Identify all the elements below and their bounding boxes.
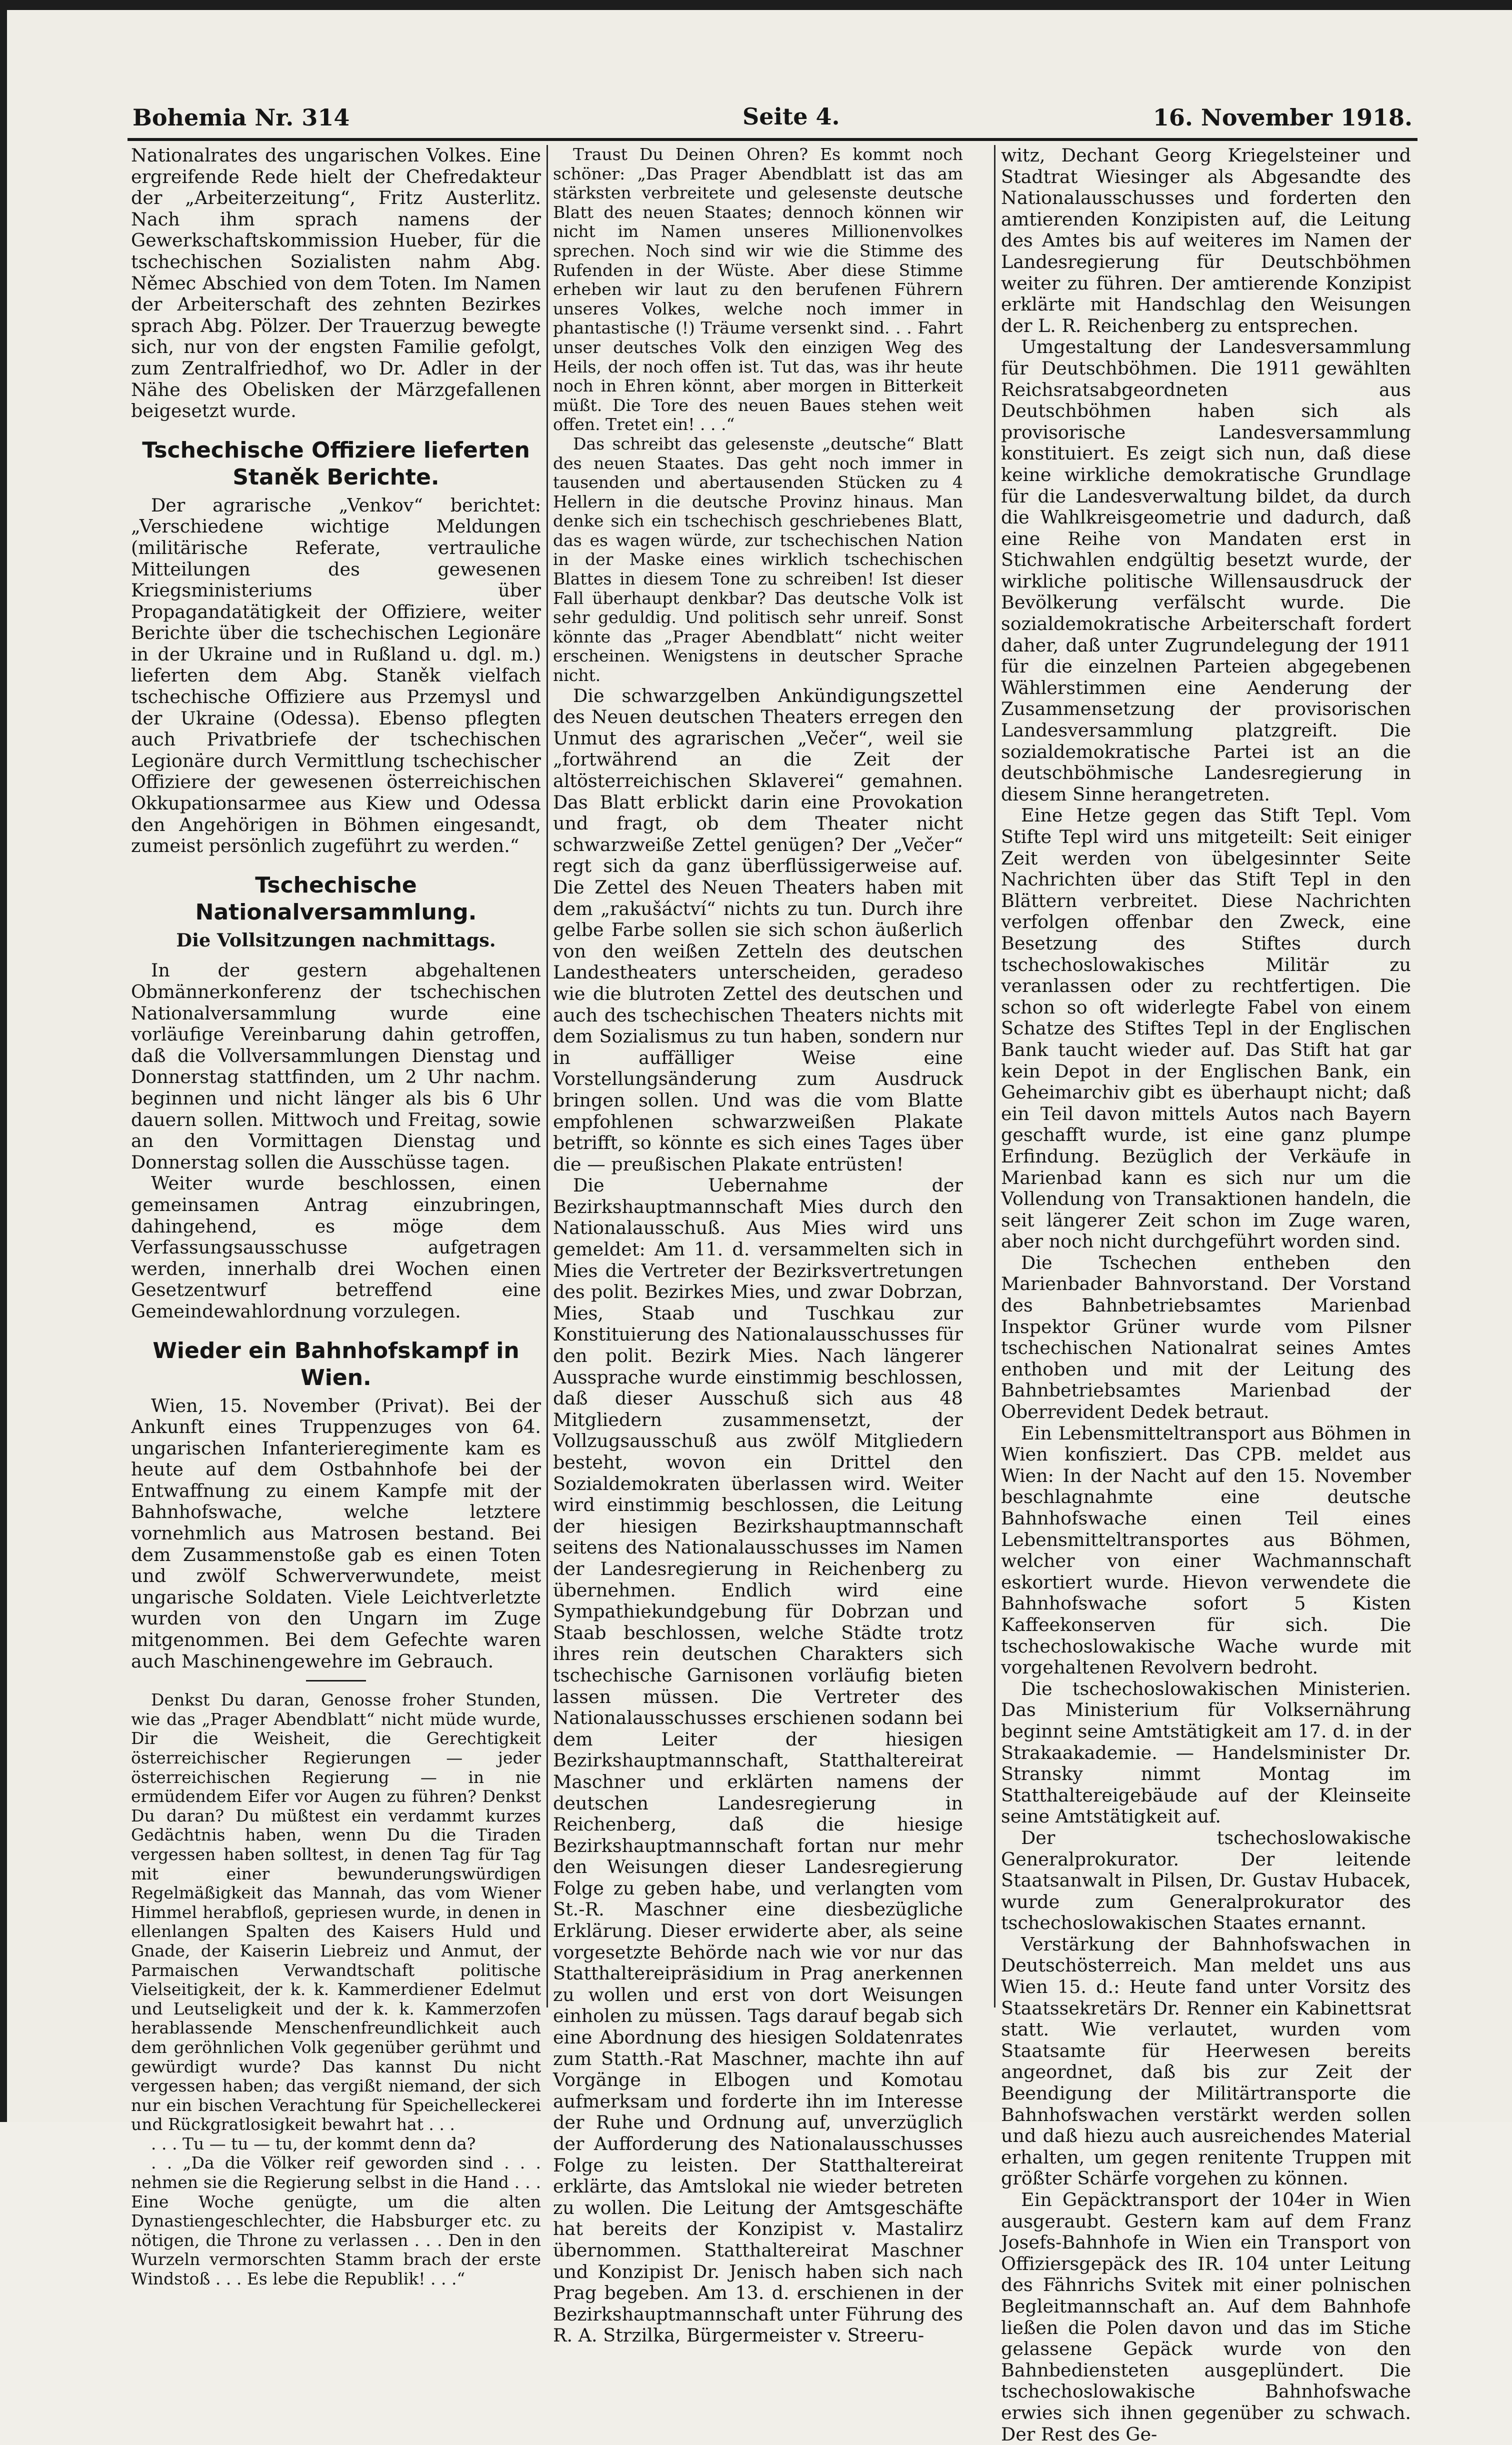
article-marienbader-bahnvorstand: Die Tschechen entheben den Marienbader Bahnvorstand. Der Vorstand des Bahnbetriebsamtes Marienbad Inspektor Grüner wurde vom Pilsner tschechischen Nationalrat seines Amtes enthoben und mit der Leitung des Bahnbetriebsamtes Marienbad der Oberrevident Dedek betraut.: [1001, 1252, 1411, 1423]
article-mies-continued: witz, Dechant Georg Kriegelsteiner und Stadtrat Wiesinger als Abgesandte des Nationalausschusses und forderten den amtierenden Konzipisten auf, die Leitung des Amtes bis auf weiteres im Namen der Landesregierung für Deutschböhmen weiter zu führen. Der amtierende Konzipist erklärte mit Handschlag den Weisungen der L. R. Reichenberg zu entsprechen.: [1001, 144, 1411, 336]
column-3: [1001, 144, 1411, 2445]
article-nationalversammlung-1: In der gestern abgehaltenen Obmännerkonferenz der tschechischen Nationalversammlung wurde eine vorläufige Vereinbarung dahin getroffen, daß die Vollversammlungen Dienstag und Donnerstag stattfinden, um 2 Uhr nachm. beginnen und nicht länger als bis 6 Uhr dauern sollen. Mittwoch und Freitag, sowie an den Vormittagen Dienstag und Donnerstag sollen die Ausschüsse tagen.: [131, 960, 541, 1173]
article-ankuendigungszettel: Die schwarzgelben Ankündigungszettel des Neuen deutschen Theaters erregen den Unmut des agrarischen „Večer“, weil sie „fortwährend an die Zeit der altösterreichischen Sklaverei“ gemahnen. Das Blatt erblickt darin eine Provokation und fragt, ob dem Theater nicht schwarzweiße Zettel genügen? Der „Večer“ regt sich da ganz überflüssigerweise auf. Die Zettel des Neuen Theaters haben mit dem „rakušáctví“ nichts zu tun. Durch ihre gelbe Farbe sollen sie sich schon äußerlich von den weißen Zetteln des deutschen Landestheaters unterscheiden, geradeso wie die blutroten Zettel des deutschen und auch des tschechischen Theaters nichts mit dem Sozialismus zu tun haben, sondern nur in auffälliger Weise eine Vorstellungsänderung zum Ausdruck bringen sollen. Und was die vom Blatte empfohlenen schwarzweißen Plakate betrifft, so könnte es sich eines Tages über die — preußischen Plakate entrüsten!: [553, 684, 963, 1175]
article-ministerien: Die tschechoslowakischen Ministerien. Das Ministerium für Volksernährung beginnt seine Amtstätigkeit am 17. d. in der Strakaakademie. — Handelsminister Dr. Stransky nimmt Montag im Statthaltereigebäude auf der Kleinseite seine Amtstätigkeit auf.: [1001, 1678, 1411, 1828]
header-rule: [128, 138, 1418, 141]
subheadline-vollsitzungen: Die Vollsitzungen nachmittags.: [176, 929, 496, 951]
issue-date: 16. November 1918.: [1152, 104, 1412, 131]
column-2: [553, 144, 963, 2346]
column-1: [131, 144, 541, 2289]
page-header: [128, 98, 1428, 138]
article-lebensmitteltransport: Ein Lebensmitteltransport aus Böhmen in Wien konfisziert. Das CPB. meldet aus Wien: In der Nacht auf den 15. November beschlagnahmte eine deutsche Bahnhofswache einen Teil eines Lebensmitteltransportes aus Böhmen, welcher von einer Wachmannschaft eskortiert wurde. Hievon verwendete die Bahnhofswache sofort 5 Kisten Kaffeekonserven für sich. Die tschechoslowakische Wache wurde mit vorgehaltenen Revolvern bedroht.: [1001, 1422, 1411, 1678]
headline-offiziere: Tschechische Offiziere lieferten Staněk Berichte.: [142, 437, 530, 490]
article-abendblatt: Das schreibt das gelesenste „deutsche“ Blatt des neuen Staates. Das geht noch immer in tausenden und abertausenden Stücken zu 4 Hellern in die deutsche Provinz hinaus. Man denke sich ein tschechisch geschriebenes Blatt, das es wagen würde, zur tschechischen Nation in der Maske eines wirklich tschechischen Blattes in diesem Tone zu schreiben! Ist dieser Fall überhaupt denkbar? Das deutsche Volk ist sehr geduldig. Und politisch sehr unreif. Sonst könnte das „Prager Abendblatt“ nicht weiter erscheinen. Wenigstens in deutscher Sprache nicht.: [553, 434, 963, 686]
scan-border-left: [0, 0, 7, 2122]
article-denkst-du-daran: Denkst Du daran, Genosse froher Stunden, wie das „Prager Abendblatt“ nicht müde wurde, Dir die Weisheit, die Gerechtigkeit österreichischer Regierungen — jeder österreichischen Regierung — in nie ermüdendem Eifer vor Augen zu führen? Denkst Du daran? Du müßtest ein verdammt kurzes Gedächtnis haben, wenn Du die Tiraden vergessen haben solltest, in denen Tag für Tag mit einer bewunderungswürdigen Regelmäßigkeit das Mannah, das vom Wiener Himmel herabfloß, gepriesen wurde, in denen in ellenlangen Spalten des Kaisers Huld und Gnade, der Kaiserin Liebreiz und Anmut, der Parmaischen Verwandtschaft politische Vielseitigkeit, der k. k. Kammerdiener Edelmut und Leutseligkeit und der k. k. Kammerzofen herablassende Menschenfreundlichkeit auch dem geröhnlichen Volk gegenüber gerühmt und gewürdigt wurde? Das kannst Du nicht vergessen haben; das vergißt niemand, der sich nur ein bischen Verachtung für Speichelleckerei und Rückgratlosigkeit bewahrt hat . . .: [131, 1690, 541, 2134]
page-number: Seite 4.: [742, 103, 840, 130]
article-nationalversammlung-2: Weiter wurde beschlossen, einen gemeinsamen Antrag einzubringen, dahingehend, es möge dem Verfassungsausschusse aufgetragen werden, innerhalb drei Wochen einen Gesetzentwurf betreffend eine Gemeindewahlordnung vorzulegen.: [131, 1172, 541, 1322]
scan-border-top: [0, 0, 1512, 10]
headline-bahnhofskampf: Wieder ein Bahnhofskampf in Wien.: [152, 1338, 520, 1390]
article-gepaecktransport: Ein Gepäcktransport der 104er in Wien ausgeraubt. Gestern kam auf dem Franz Josefs-Bahnhofe in Wien ein Transport von Offiziersgepäck des IR. 104 unter Leitung des Fähnrichs Svitek mit einer polnischen Begleitmannschaft an. Auf dem Bahnhofe ließen die Polen davon und das im Stiche gelassene Gepäck wurde von den Bahnbediensteten ausgeplündert. Die tschechoslowakische Bahnhofswache erwies sich ihnen gegenüber zu schwach. Der Rest des Ge-: [1001, 2189, 1411, 2445]
article-bezirkshauptmannschaft-mies: Die Uebernahme der Bezirkshauptmannschaft Mies durch den Nationalausschuß. Aus Mies wird uns gemeldet: Am 11. d. versammelten sich in Mies die Vertreter der Bezirksvertretungen des polit. Bezirkes Mies, und zwar Dobrzan, Mies, Staab und Tuschkau zur Konstituierung des Nationalausschusses für den polit. Bezirk Mies. Nach längerer Aussprache wurde einstimmig beschlossen, daß dieser Ausschuß sich aus 48 Mitgliedern zusammensetzt, der Vollzugsausschuß aus zwölf Mitgliedern besteht, wovon ein Drittel den Sozialdemokraten überlassen wird. Weiter wird einstimmig beschlossen, die Leitung der hiesigen Bezirkshauptmannschaft seitens des Nationalausschusses im Namen der Landesregierung in Reichenberg zu übernehmen. Endlich wird eine Sympathiekundgebung für Dobrzan und Staab beschlossen, welche Städte trotz ihres rein deutschen Charakters sich tschechische Garnisonen vorläufig bieten lassen müssen. Die Vertreter des Nationalausschusses erschienen sodann bei dem Leiter der hiesigen Bezirkshauptmannschaft, Statthaltereirat Maschner und erklärten namens der deutschen Landesregierung in Reichenberg, daß die hiesige Bezirkshauptmannschaft fortan nur mehr den Weisungen dieser Landesregierung Folge zu geben habe, und verlangten vom St.-R. Maschner eine diesbezügliche Erklärung. Dieser erwiderte aber, als seine vorgesetzte Behörde nach wie vor nur das Statthaltereipräsidium in Prag anerkennen zu wollen und erst von dort Weisungen einholen zu müssen. Tags darauf begab sich eine Abordnung des hiesigen Soldatenrates zum Statth.-Rat Maschner, machte ihn auf Vorgänge in Elbogen und Komotau aufmerksam und forderte ihn im Interesse der Ruhe und Ordnung auf, unverzüglich der Aufforderung des Nationalausschusses Folge zu leisten. Der Statthaltereirat erklärte, das Amtslokal nie wieder betreten zu wollen. Die Leitung der Amtsgeschäfte hat bereits der Konzipist v. Mastalirz übernommen. Statthaltereirat Maschner und Konzipist Dr. Jenisch haben sich nach Prag begeben. Am 13. d. erschienen in der Bezirkshauptmannschaft unter Führung des R. A. Strzilka, Bürgermeister v. Streeru-: [553, 1174, 963, 2346]
article-stift-tepl: Eine Hetze gegen das Stift Tepl. Vom Stifte Tepl wird uns mitgeteilt: Seit einiger Zeit werden von übelgesinnter Seite Nachrichten über das Stift Tepl in den Blättern verbreitet. Diese Nachrichten verfolgen offenbar den Zweck, eine Besetzung des Stiftes durch tschechoslowakisches Militär zu veranlassen oder zu rechtfertigen. Die schon so oft widerlegte Fabel von einem Schatze des Stiftes Tepl in der Englischen Bank taucht wieder auf. Das Stift hat gar kein Depot in der Englischen Bank, ein Geheimarchiv gibt es überhaupt nicht; daß ein Teil davon mittels Autos nach Bayern geschafft wurde, ist eine ganz plumpe Erfindung. Bezüglich der Verkäufe in Marienbad kann es sich nur um die Vollendung von Transaktionen handeln, die seit längerer Zeit schon im Zuge waren, aber noch nicht durchgeführt worden sind.: [1001, 804, 1411, 1252]
masthead-issue: Bohemia Nr. 314: [132, 104, 350, 131]
article-denkst-du-daran-3: . . „Da die Völker reif geworden sind . . . nehmen sie die Regierung selbst in die Hand . . . Eine Woche genügte, um die alten Dynastiengeschlechter, die Habsburger etc. zu nötigen, die Throne zu verlassen . . . Den in den Wurzeln vermorschten Stamm brach der erste Windstoß . . . Es lebe die Republik! . . .“: [131, 2153, 541, 2289]
column-divider-1: [546, 145, 548, 2008]
headline-nationalversammlung: Tschechische Nationalversammlung.: [195, 872, 477, 925]
article-bahnhofskampf: Wien, 15. November (Privat). Bei der Ankunft eines Truppenzuges von 64. ungarischen Infanterieregimente kam es heute auf dem Ostbahnhofe bei der Entwaffnung zu einem Kampfe mit der Bahnhofswache, welche letztere vornehmlich aus Matrosen bestand. Bei dem Zusammenstoße gab es einen Toten und zwölf Schwerverwundete, meist ungarische Soldaten. Viele Leichtverletzte wurden von den Ungarn im Zuge mitgenommen. Bei dem Gefechte waren auch Maschinengewehre im Gebrauch.: [131, 1394, 541, 1672]
column-divider-2: [994, 145, 996, 2008]
article-offiziere: Der agrarische „Venkov“ berichtet: „Verschiedene wichtige Meldungen (militärische Referate, vertrauliche Mitteilungen des gewesenen Kriegsministeriums über Propagandatätigkeit der Offiziere, weiter Berichte über die tschechischen Legionäre in der Ukraine und in Rußland u. dgl. m.) lieferten dem Abg. Staněk vielfach tschechische Offiziere aus Przemysl und der Ukraine (Odessa). Ebenso pflegten auch Privatbriefe der tschechischen Legionäre durch Vermittlung tschechischer Offiziere der gewesenen österreichischen Okkupationsarmee aus Kiew und Odessa den Angehörigen in Böhmen eingesandt, zumeist persönlich zugeführt zu werden.“: [131, 494, 541, 857]
article-adler-funeral-end: Nationalrates des ungarischen Volkes. Eine ergreifende Rede hielt der Chefredakteur der „Arbeiterzeitung“, Fritz Austerlitz. Nach ihm sprach namens der Gewerkschaftskommission Hueber, für die tschechischen Sozialisten nahm Abg. Němec Abschied von dem Toten. Im Namen der Arbeiterschaft des zehnten Bezirkes sprach Abg. Pölzer. Der Trauerzug bewegte sich, nur von der engsten Familie gefolgt, zum Zentralfriedhof, wo Dr. Adler in der Nähe des Obelisken der Märzgefallenen beigesetzt wurde.: [131, 144, 541, 422]
article-landesversammlung: Umgestaltung der Landesversammlung für Deutschböhmen. Die 1911 gewählten Reichsratsabgeordneten aus Deutschböhmen haben sich als provisorische Landesversammlung konstituiert. Es zeigt sich nun, daß diese keine wirkliche demokratische Grundlage für die Landesverwaltung bildet, da durch die Wahlkreisgeometrie und dadurch, daß eine Reihe von Mandaten erst in Stichwahlen endgültig besetzt wurde, der wirkliche politische Willensausdruck der Bevölkerung verfälscht wurde. Die sozialdemokratische Arbeiterschaft fordert daher, daß unter Zugrundelegung der 1911 für die einzelnen Parteien abgegebenen Wählerstimmen eine Aenderung der Zusammensetzung der provisorischen Landesversammlung platzgreift. Die sozialdemokratische Partei ist an die deutschböhmische Landesregierung in diesem Sinne herangetreten.: [1001, 336, 1411, 805]
section-separator: [306, 1680, 366, 1682]
article-bahnhofswachen: Verstärkung der Bahnhofswachen in Deutschösterreich. Man meldet uns aus Wien 15. d.: Heute fand unter Vorsitz des Staatssekretärs Dr. Renner ein Kabinettsrat statt. Wie verlautet, wurden vom Staatsamte für Heerwesen bereits angeordnet, daß bis zur Zeit der Beendigung der Militärtransporte die Bahnhofswachen verstärkt werden sollen und daß hiezu auch ausreichendes Material erhalten, um gegen renitente Truppen mit größter Schärfe vorgehen zu können.: [1001, 1933, 1411, 2190]
article-traust-du: Traust Du Deinen Ohren? Es kommt noch schöner: „Das Prager Abendblatt ist das am stärksten verbreitete und gelesenste deutsche Blatt des neuen Staates; dennoch können wir nicht im Namen unseres Millionenvolkes sprechen. Noch sind wir wie die Stimme des Rufenden in der Wüste. Aber diese Stimme erheben wir laut zu den berufenen Führern unseres Volkes, welche noch immer in phantastische (!) Träume versenkt sind. . . Fahrt unser deutsches Volk den einzigen Weg des Heils, der noch offen ist. Tut das, was ihr heute noch in Ehren könnt, aber morgen in Bitterkeit müßt. Die Tore des neuen Baues stehen weit offen. Tretet ein! . . .“: [553, 144, 963, 434]
article-denkst-du-daran-2: . . . Tu — tu — tu, der kommt denn da?: [151, 2134, 476, 2154]
article-generalprokurator: Der tschechoslowakische Generalprokurator. Der leitende Staatsanwalt in Pilsen, Dr. Gustav Hubacek, wurde zum Generalprokurator des tschechoslowakischen Staates ernannt.: [1001, 1826, 1411, 1934]
